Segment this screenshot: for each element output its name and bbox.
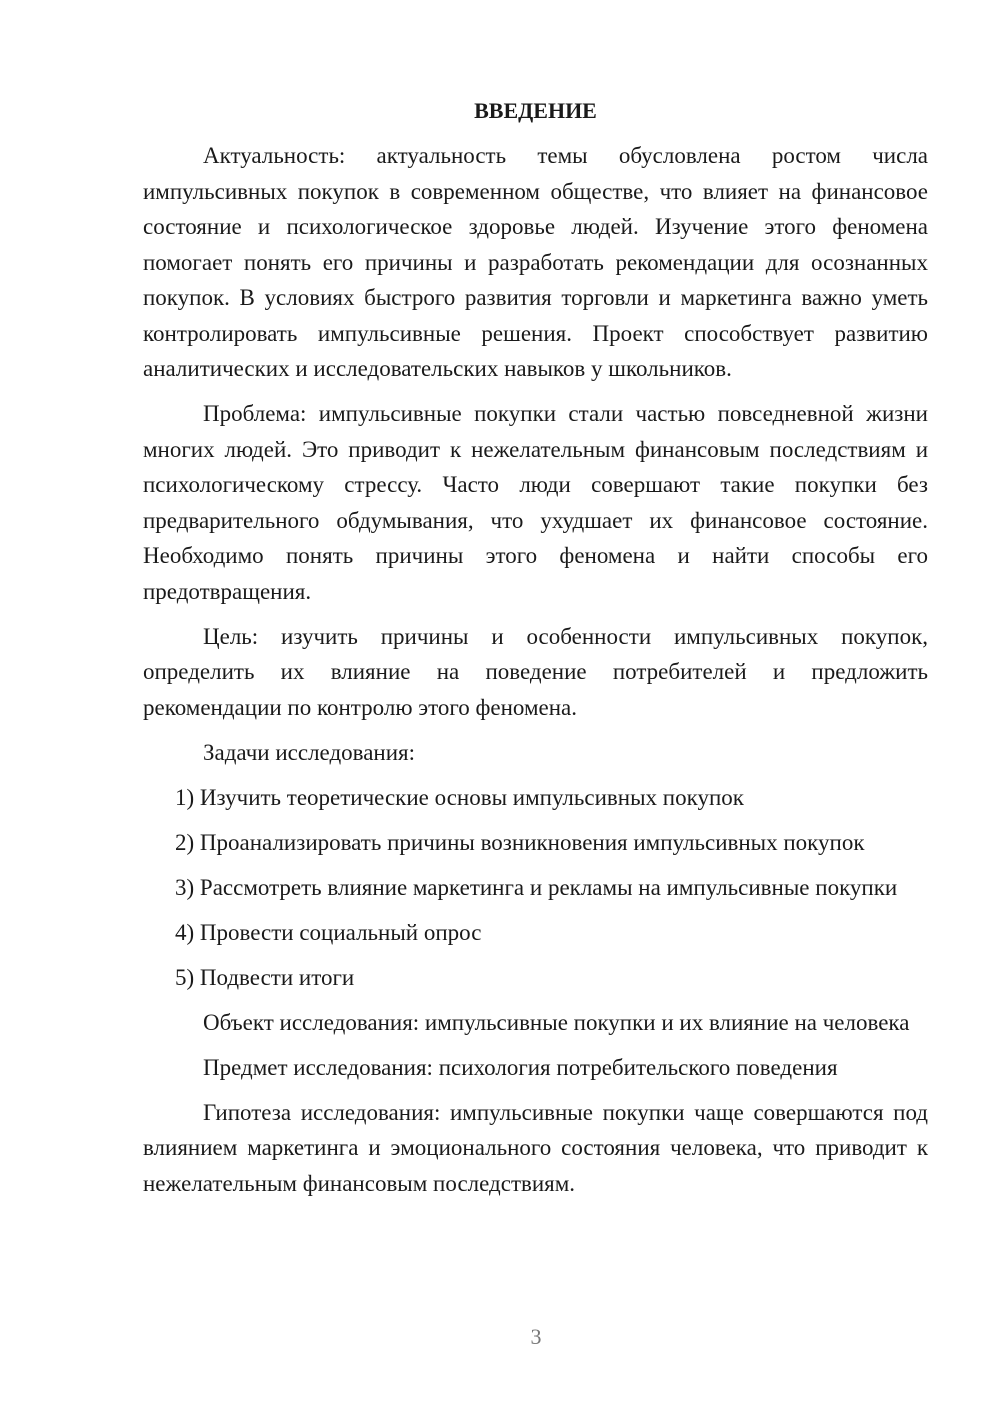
paragraph-subject: Предмет исследования: психология потребительского поведения xyxy=(203,1054,838,1080)
paragraph-relevance: Актуальность: актуальность темы обусловлена ростом числа импульсивных покупок в современном обществе, что влияет на финансовое состояние и психологическое здоровье людей. Изучение этого феномена помогает понять его причины и разработать рекомендации для осознанных покупок. В условиях быстрого развития торговли и маркетинга важно уметь контролировать импульсивные решения. Проект способствует развитию аналитических и исследовательских навыков у школьников. xyxy=(143,143,928,381)
section-heading: ВВЕДЕНИЕ xyxy=(474,98,597,123)
list-item: 2) Проанализировать причины возникновения импульсивных покупок xyxy=(175,829,865,855)
page-number: 3 xyxy=(530,1324,542,1349)
list-item: 3) Рассмотреть влияние маркетинга и рекламы на импульсивные покупки xyxy=(175,874,898,900)
paragraph-object: Объект исследования: импульсивные покупки и их влияние на человека xyxy=(203,1009,910,1035)
paragraph-problem: Проблема: импульсивные покупки стали частью повседневной жизни многих людей. Это приводит к нежелательным финансовым последствиям и психологическому стрессу. Часто люди совершают такие покупки без предварительного обдумывания, что ухудшает их финансовое состояние. Необходимо понять причины этого феномена и найти способы его предотвращения. xyxy=(143,401,928,604)
paragraph-tasks-intro: Задачи исследования: xyxy=(203,739,416,765)
task-list xyxy=(143,780,928,996)
list-item: 1) Изучить теоретические основы импульсивных покупок xyxy=(175,784,744,810)
list-item: 5) Подвести итоги xyxy=(175,964,355,990)
paragraph-goal: Цель: изучить причины и особенности импульсивных покупок, определить их влияние на поведение потребителей и предложить рекомендации по контролю этого феномена. xyxy=(143,623,928,720)
paragraph-hypothesis: Гипотеза исследования: импульсивные покупки чаще совершаются под влиянием маркетинга и эмоционального состояния человека, что приводит к нежелательным финансовым последствиям. xyxy=(143,1099,928,1196)
page-content xyxy=(143,93,928,1211)
list-item: 4) Провести социальный опрос xyxy=(175,919,482,945)
